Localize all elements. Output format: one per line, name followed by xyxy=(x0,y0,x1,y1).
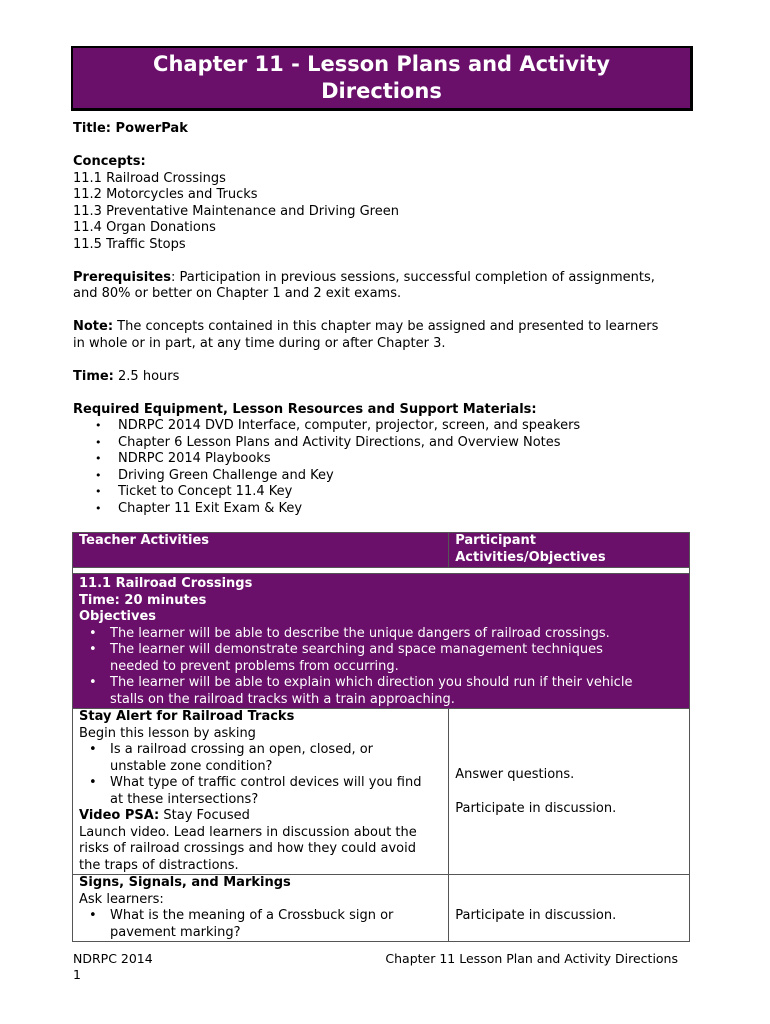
banner-line-1: Chapter 11 - Lesson Plans and Activity xyxy=(153,52,610,76)
list-item: • NDRPC 2014 Playbooks xyxy=(73,451,698,468)
chapter-banner xyxy=(71,46,693,111)
equipment-list xyxy=(73,418,698,517)
section-time: Time: 20 minutes xyxy=(79,592,207,608)
list-item: • The learner will demonstrate searching and space management techniques needed to prevent problems from occurring. xyxy=(79,642,683,675)
teacher-activities-header: Teacher Activities xyxy=(73,533,449,568)
list-item: • Driving Green Challenge and Key xyxy=(73,468,698,485)
participant-activity: Answer questions. xyxy=(455,767,575,782)
participant-header: Participant Activities/Objectives xyxy=(449,533,690,568)
concept-item: 11.2 Motorcycles and Trucks xyxy=(73,187,258,202)
lesson-plan-table xyxy=(72,532,690,942)
banner-line-2: Directions xyxy=(321,79,442,103)
note-cont: in whole or in part, at any time during or after Chapter 3. xyxy=(73,335,446,351)
concept-item: 11.1 Railroad Crossings xyxy=(73,170,226,186)
section-title: 11.1 Railroad Crossings xyxy=(79,576,253,591)
footer-left xyxy=(73,951,153,983)
concept-item: 11.4 Organ Donations xyxy=(73,220,216,235)
note: Note: The concepts contained in this chapter may be assigned and presented to learners xyxy=(73,319,659,334)
participant-activity: Participate in discussion. xyxy=(455,800,617,816)
lesson-overview xyxy=(73,121,698,517)
question-list xyxy=(79,908,442,941)
table-header xyxy=(73,533,690,568)
footer-right: Chapter 11 Lesson Plan and Activity Directions xyxy=(385,951,678,966)
video-psa: Video PSA: Stay Focused xyxy=(79,808,250,823)
list-item: • Chapter 6 Lesson Plans and Activity Directions, and Overview Notes xyxy=(73,435,698,452)
row-text: the traps of distractions. xyxy=(79,857,239,873)
concepts-label: Concepts: xyxy=(73,154,146,169)
row-intro: Ask learners: xyxy=(79,891,164,907)
row-intro: Begin this lesson by asking xyxy=(79,725,256,741)
participant-activity: Participate in discussion. xyxy=(455,908,617,923)
concept-item: 11.3 Preventative Maintenance and Driving Green xyxy=(73,203,399,219)
time: Time: 2.5 hours xyxy=(73,368,180,384)
page-number: 1 xyxy=(73,967,81,982)
list-item: • Ticket to Concept 11.4 Key xyxy=(73,484,698,501)
equipment-label: Required Equipment, Lesson Resources and Support Materials: xyxy=(73,401,537,417)
list-item: • Is a railroad crossing an open, closed, or unstable zone condition? xyxy=(79,742,442,775)
title-line: Title: PowerPak xyxy=(73,121,188,136)
question-list xyxy=(79,742,442,808)
footer-org: NDRPC 2014 xyxy=(73,951,153,966)
row-text: risks of railroad crossings and how they could avoid xyxy=(79,841,416,856)
row-heading: Signs, Signals, and Markings xyxy=(79,875,291,890)
row-text: Launch video. Lead learners in discussion about the xyxy=(79,824,417,840)
prerequisites-cont: and 80% or better on Chapter 1 and 2 exit exams. xyxy=(73,286,402,301)
table-row xyxy=(73,875,690,942)
list-item: • The learner will be able to explain which direction you should run if their vehicle stalls on the railroad tracks with a train approaching. xyxy=(79,675,683,708)
section-railroad-crossings xyxy=(73,574,690,709)
concept-item: 11.5 Traffic Stops xyxy=(73,236,186,252)
list-item: • Chapter 11 Exit Exam & Key xyxy=(73,501,698,518)
row-heading: Stay Alert for Railroad Tracks xyxy=(79,709,295,724)
objectives-list xyxy=(79,626,683,709)
prerequisites: Prerequisites: Participation in previous sessions, successful completion of assignments, xyxy=(73,269,655,285)
list-item: • NDRPC 2014 DVD Interface, computer, projector, screen, and speakers xyxy=(73,418,698,435)
list-item: • What is the meaning of a Crossbuck sign or pavement marking? xyxy=(79,908,442,941)
list-item: • The learner will be able to describe the unique dangers of railroad crossings. xyxy=(79,626,683,643)
objectives-label: Objectives xyxy=(79,609,157,624)
list-item: • What type of traffic control devices will you find at these intersections? xyxy=(79,775,442,808)
table-row xyxy=(73,709,690,875)
